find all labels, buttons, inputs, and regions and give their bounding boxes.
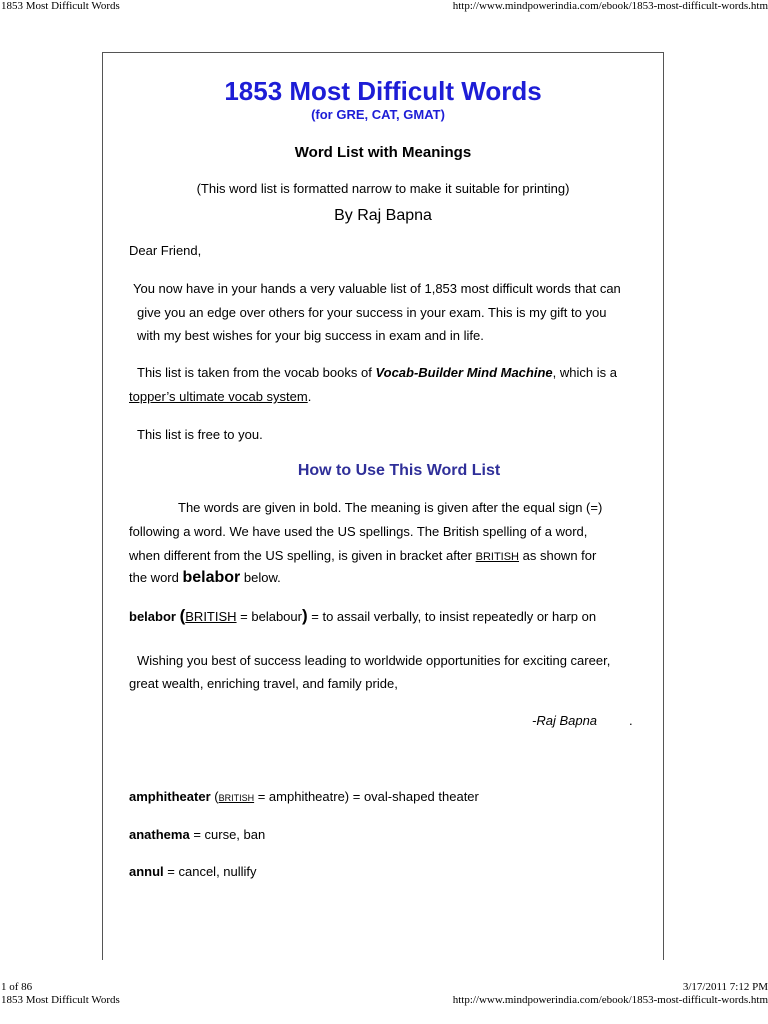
print-header-url: http://www.mindpowerindia.com/ebook/1853-most-difficult-words.htm (452, 0, 768, 12)
print-footer-url: http://www.mindpowerindia.com/ebook/1853-most-difficult-words.htm (452, 994, 768, 1006)
british-marker: BRITISH (475, 551, 520, 563)
vocab-system-link[interactable]: topper’s ultimate vocab system (129, 389, 308, 404)
wish-line-1: Wishing you best of success leading to worldwide opportunities for exciting career, (137, 653, 611, 668)
entry-british-spelling: = amphitheatre) (254, 789, 350, 804)
example-entry (129, 608, 596, 625)
howto-line-1: The words are given in bold. The meaning is given after the equal sign (=) (178, 500, 603, 515)
howto-line-4 (129, 570, 281, 586)
howto-line-3 (129, 548, 596, 565)
howto-line-4-post: below. (240, 570, 281, 585)
list-item: amphitheater (BRITISH = amphitheatre) = oval-shaped theater (129, 789, 479, 804)
howto-line-2: following a word. We have used the US spellings. The British spelling of a word, (129, 524, 588, 539)
print-footer-title: 1853 Most Difficult Words (1, 994, 120, 1006)
example-word: belabor (129, 609, 176, 624)
howto-line-4-pre: the word (129, 570, 183, 585)
entry-british-marker: BRITISH (218, 793, 255, 803)
list-item (129, 827, 265, 843)
free-line: This list is free to you. (137, 427, 263, 442)
entry-meaning: = cancel, nullify (163, 864, 257, 879)
source-line-2 (129, 389, 311, 405)
entry-meaning: = curse, ban (189, 827, 266, 842)
intro-line-3: with my best wishes for your big success in exam and in life. (137, 328, 484, 343)
entry-meaning: = oval-shaped theater (349, 789, 479, 804)
list-title: Word List with Meanings (294, 144, 472, 161)
print-datetime: 3/17/2011 7:12 PM (682, 981, 768, 993)
page-number: 1 of 86 (1, 981, 33, 993)
howto-line-3-pre: when different from the US spelling, is given in bracket after (129, 548, 476, 563)
howto-line-3-post: as shown for (519, 548, 597, 563)
author-line: By Raj Bapna (334, 207, 432, 224)
signature-dot: . (629, 713, 633, 728)
format-note: (This word list is formatted narrow to make it suitable for printing) (196, 181, 570, 196)
example-word-inline: belabor (182, 569, 241, 586)
example-open-paren: ( (179, 606, 186, 625)
example-close-paren: ) (301, 606, 308, 625)
wish-line-2: great wealth, enriching travel, and family pride, (129, 676, 398, 691)
page-subtitle: (for GRE, CAT, GMAT) (311, 107, 445, 122)
source-text-pre: This list is taken from the vocab books of (137, 365, 376, 380)
page-title: 1853 Most Difficult Words (224, 76, 542, 106)
example-meaning: = to assail verbally, to insist repeatedly or harp on (307, 609, 597, 624)
entry-word: amphitheater (129, 789, 211, 804)
entry-word: annul (129, 864, 164, 879)
entry-word: anathema (129, 827, 190, 842)
source-line-2-end: . (307, 389, 312, 404)
intro-line-1: You now have in your hands a very valuable list of 1,853 most difficult words that can (133, 281, 621, 296)
source-line-1 (137, 365, 617, 381)
greeting: Dear Friend, (129, 243, 202, 258)
intro-line-2: give you an edge over others for your success in your exam. This is my gift to you (137, 305, 607, 320)
howto-heading: How to Use This Word List (297, 462, 501, 479)
print-header-title: 1853 Most Difficult Words (1, 0, 120, 12)
source-text-post: , which is a (552, 365, 617, 380)
list-item (129, 864, 257, 880)
example-british-marker: BRITISH (185, 609, 237, 624)
signature: -Raj Bapna (532, 713, 598, 728)
source-book-title: Vocab-Builder Mind Machine (375, 365, 553, 380)
example-british-spelling: = belabour (236, 609, 302, 624)
